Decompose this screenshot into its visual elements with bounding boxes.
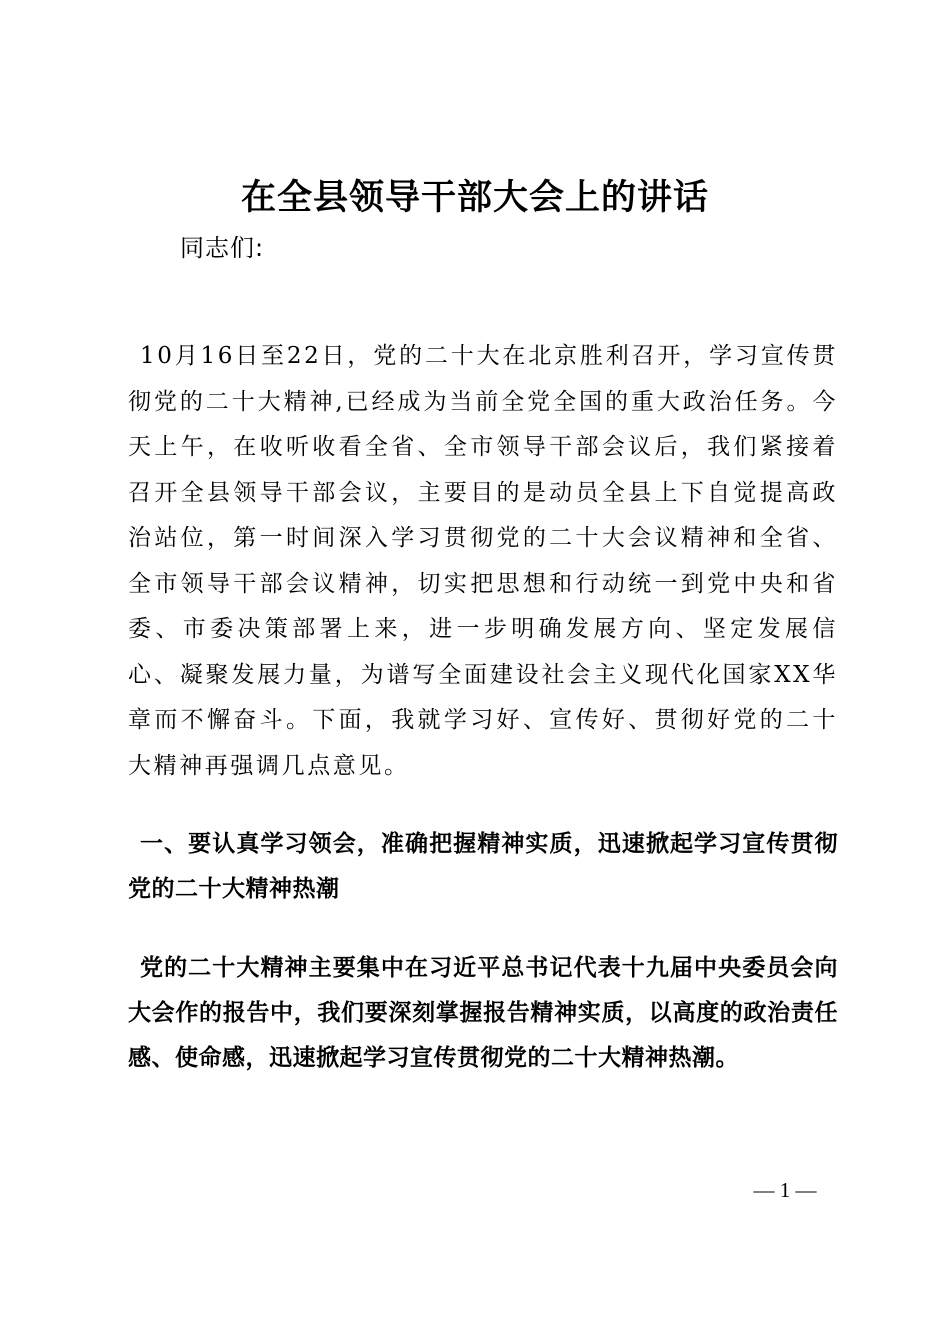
section-one-paragraph: 党的二十大精神主要集中在习近平总书记代表十九届中央委员会向大会作的报告中，我们要深刻掌握报告精神实质，以高度的政治责任感、使命感，迅速掀起学习宣传贯彻党的二十大精神热潮。 bbox=[128, 955, 838, 1071]
page-number: — 1 — bbox=[753, 1178, 817, 1202]
salutation: 同志们: bbox=[180, 234, 265, 262]
document-title: 在全县领导干部大会上的讲话 bbox=[240, 177, 709, 218]
intro-paragraph: 10月16日至22日，党的二十大在北京胜利召开，学习宣传贯彻党的二十大精神,已经成为当前全党全国的重大政治任务。今天上午，在收听收看全省、全市领导干部会议后，我们紧接着召开全县领导干部会议，主要目的是动员全县上下自觉提高政治站位，第一时间深入学习贯彻党的二十大会议精神和全省、全市领导干部会议精神，切实把思想和行动统一到党中央和省委、市委决策部署上来，进一步明确发展方向、坚定发展信心、凝聚发展力量，为谱写全面建设社会主义现代化国家XX华章而不懈奋斗。下面，我就学习好、宣传好、贯彻好党的二十大精神再强调几点意见。 bbox=[128, 343, 838, 779]
section-one-heading: 一、要认真学习领会，准确把握精神实质，迅速掀起学习宣传贯彻党的二十大精神热潮 bbox=[128, 831, 838, 902]
